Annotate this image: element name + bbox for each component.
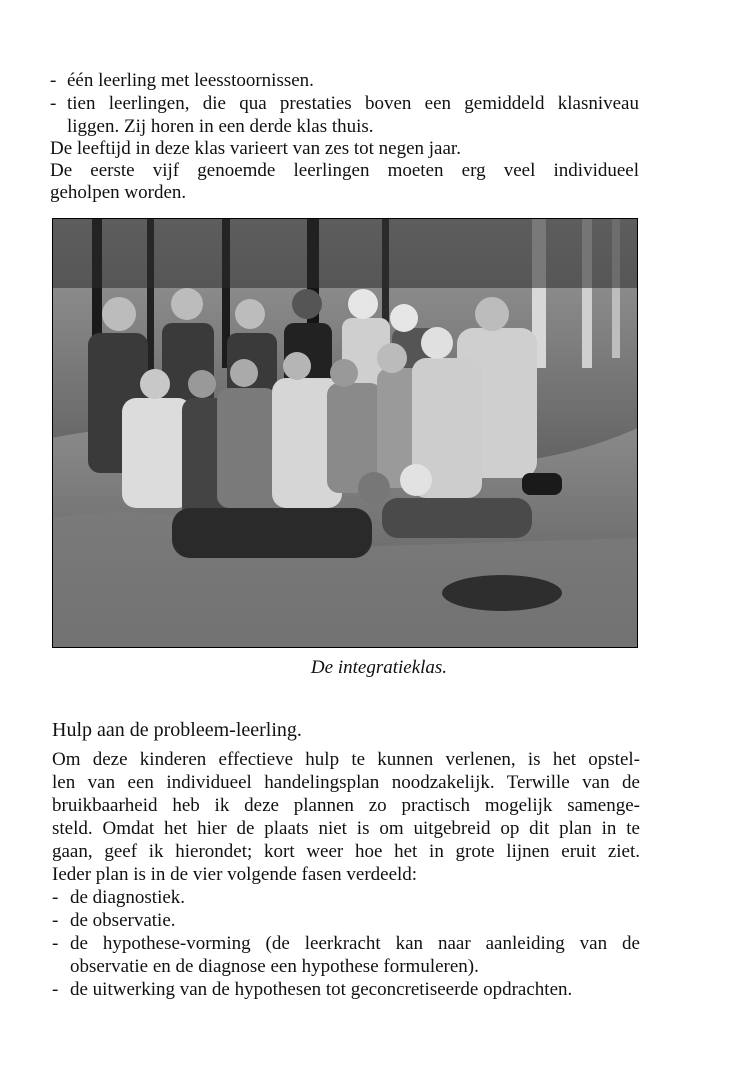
bullet-dash: - bbox=[50, 70, 57, 91]
section-heading: Hulp aan de probleem-leerling. bbox=[52, 719, 302, 741]
bullet-dash: - bbox=[50, 93, 57, 114]
bullet-dash: - bbox=[52, 933, 59, 954]
paragraph-line: Om deze kinderen effectieve hulp te kunnen verlenen, is het opstel- bbox=[52, 749, 640, 770]
bullet-dash: - bbox=[52, 979, 59, 1000]
phase-item: de diagnostiek. bbox=[70, 887, 186, 908]
class-group-photo bbox=[52, 218, 638, 648]
phase-item: de observatie. bbox=[70, 910, 176, 931]
paragraph-line: geholpen worden. bbox=[50, 182, 187, 203]
phase-item: de uitwerking van de hypothesen tot geconcretiseerde opdrachten. bbox=[70, 979, 573, 1000]
bullet-dash: - bbox=[52, 887, 59, 908]
paragraph-line: gaan, geef ik hierondet; kort weer hoe het in grote lijnen eruit ziet. bbox=[52, 841, 640, 862]
list-item-reading-disorder: één leerling met leesstoornissen. bbox=[67, 70, 314, 91]
phase-item-cont: observatie en de diagnose een hypothese formuleren). bbox=[70, 956, 479, 977]
paragraph-line: len van een individueel handelingsplan noodzakelijk. Terwille van de bbox=[52, 772, 640, 793]
list-item-ten-students: tien leerlingen, die qua prestaties boven een gemiddeld klasniveau bbox=[67, 93, 639, 114]
paragraph-line: bruikbaarheid heb ik deze plannen zo practisch mogelijk samenge- bbox=[52, 795, 640, 816]
paragraph-line: steld. Omdat het hier de plaats niet is om uitgebreid op dit plan in te bbox=[52, 818, 640, 839]
bullet-dash: - bbox=[52, 910, 59, 931]
paragraph-line: De eerste vijf genoemde leerlingen moeten erg veel individueel bbox=[50, 160, 639, 181]
paragraph-line: Ieder plan is in de vier volgende fasen verdeeld: bbox=[52, 864, 418, 885]
photo-caption: De integratieklas. bbox=[310, 657, 448, 678]
phase-item: de hypothese-vorming (de leerkracht kan naar aanleiding van de bbox=[70, 933, 640, 954]
paragraph-line: De leeftijd in deze klas varieert van zes tot negen jaar. bbox=[50, 138, 461, 159]
list-item-ten-students-cont: liggen. Zij horen in een derde klas thuis. bbox=[67, 116, 374, 137]
